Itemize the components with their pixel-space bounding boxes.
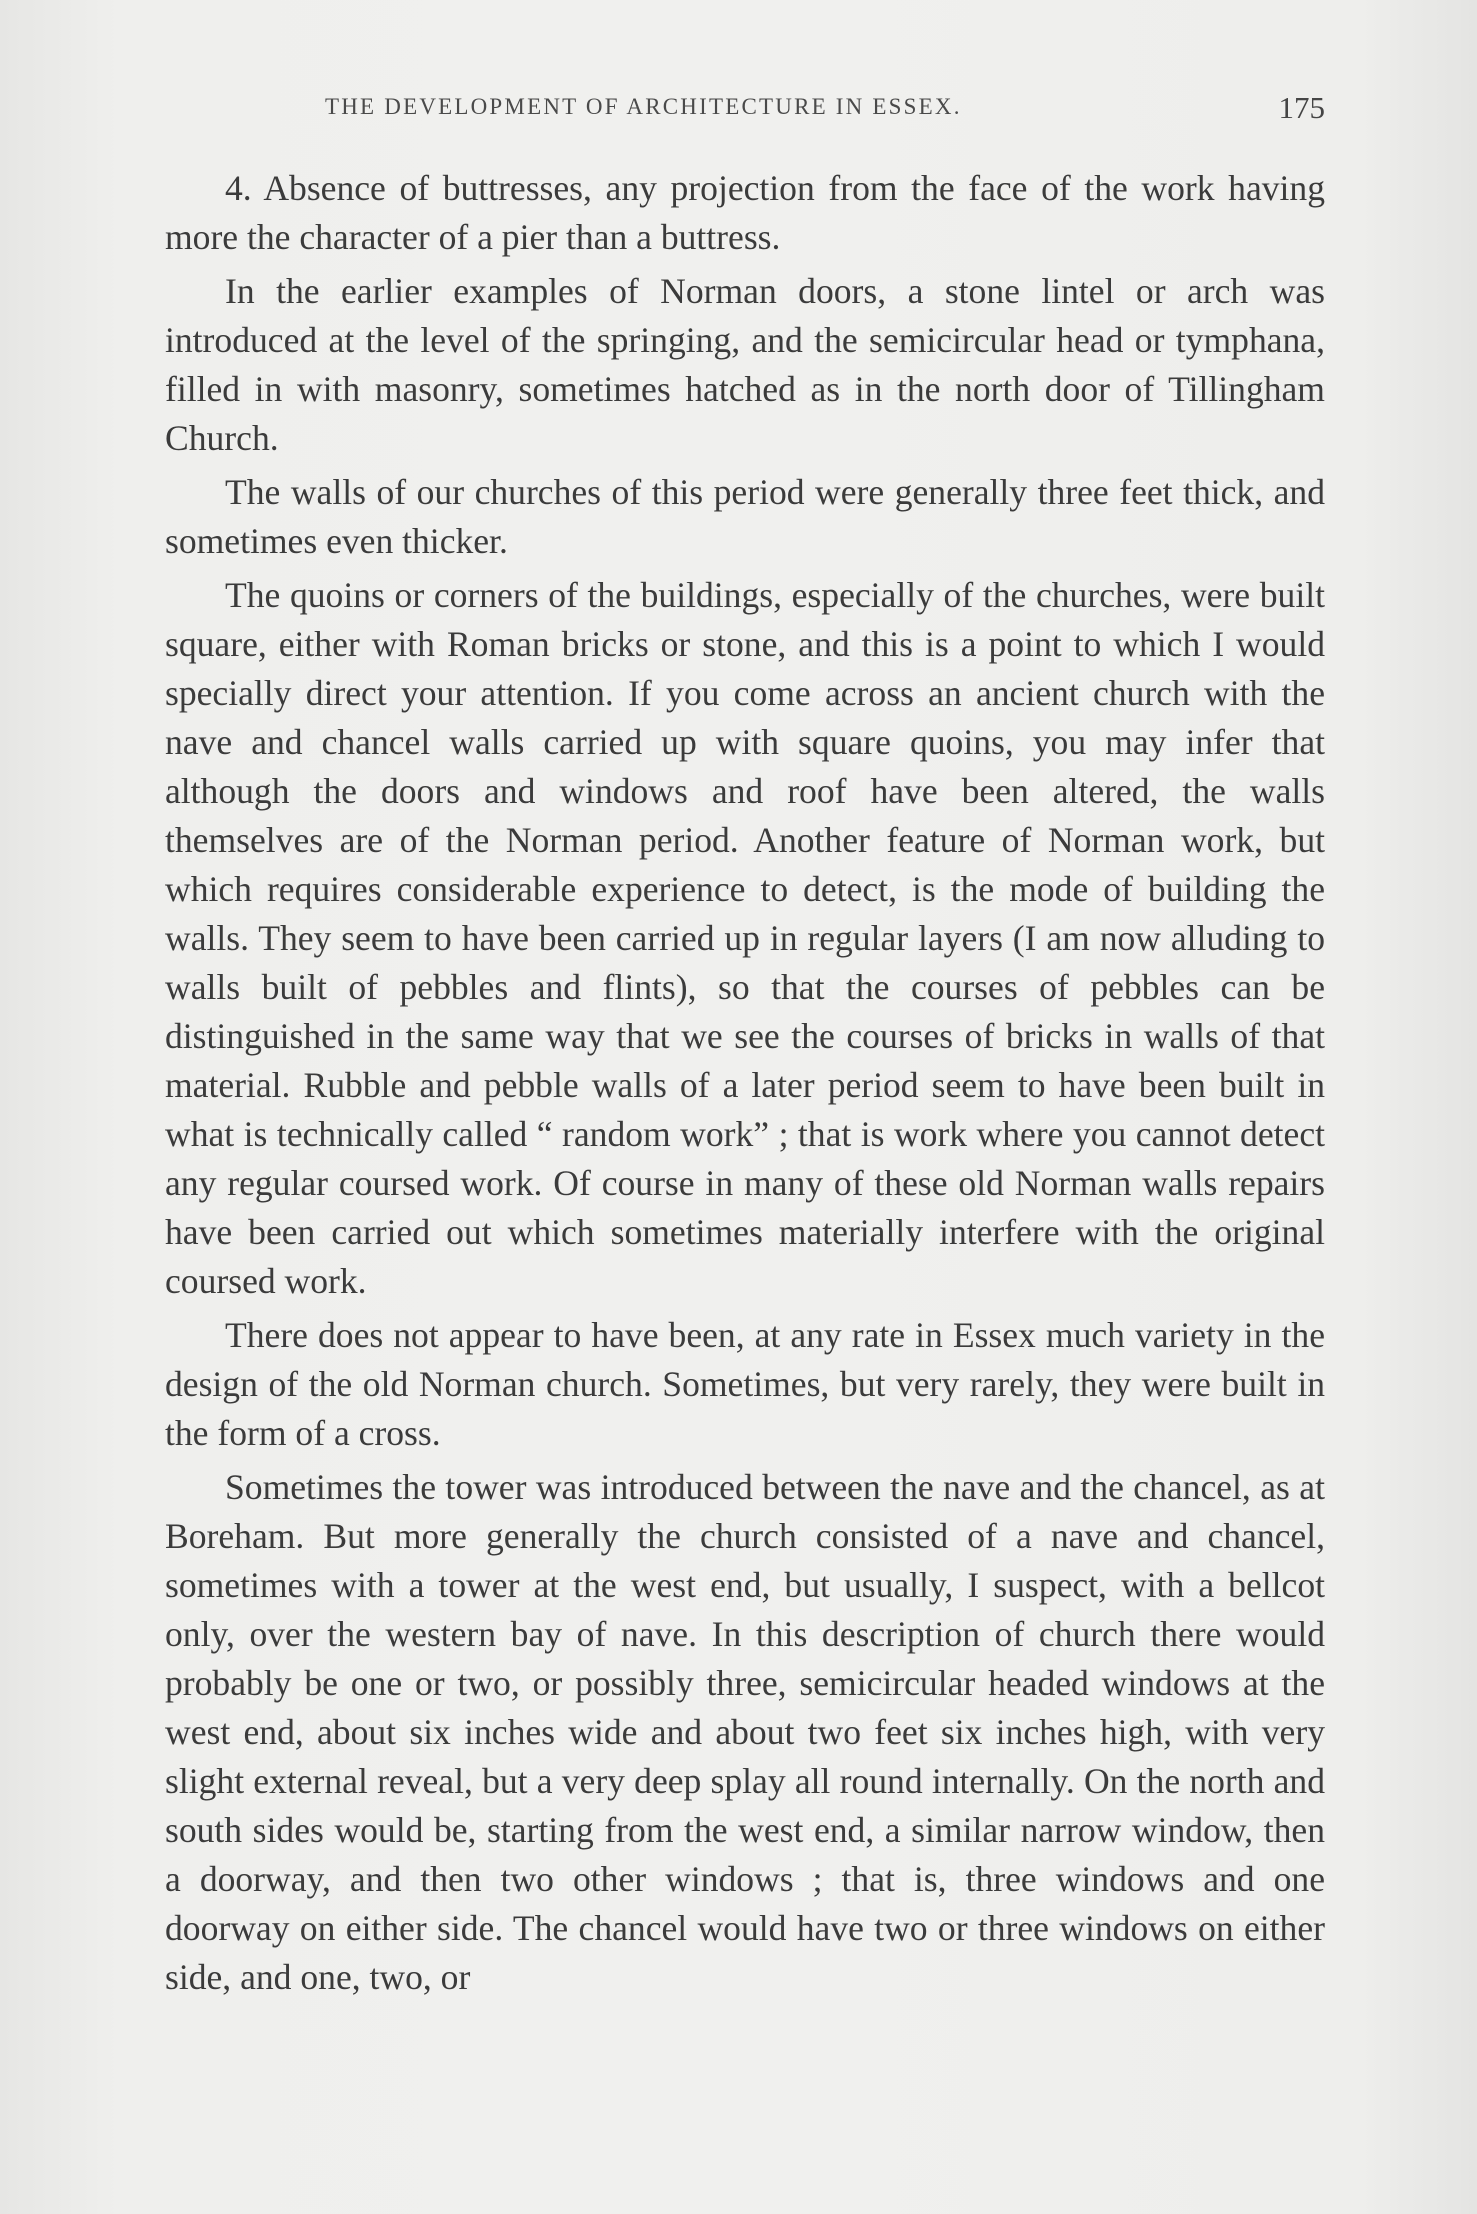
running-head: THE DEVELOPMENT OF ARCHITECTURE IN ESSEX. <box>325 94 962 119</box>
paragraph: The quoins or corners of the buildings, especially of the churches, were built square, either with Roman bricks or stone, and this is a point to which I would specially direct your attention. If you come across an ancient church with the nave and chancel walls carried up with square quoins, you may infer that although the doors and windows and roof have been altered, the walls themselves are of the Norman period. Another feature of Norman work, but which requires considerable experience to detect, is the mode of building the walls. They seem to have been carried up in regular layers (I am now alluding to walls built of pebbles and flints), so that the courses of pebbles can be distinguished in the same way that we see the courses of bricks in walls of that material. Rubble and pebble walls of a later period seem to have been built in what is technically called “ random work” ; that is work where you cannot detect any regular coursed work. Of course in many of these old Norman walls repairs have been carried out which sometimes materially interfere with the original coursed work. <box>165 575 1325 1301</box>
body-text <box>165 164 1325 2007</box>
page-number: 175 <box>1278 90 1325 125</box>
page-header <box>165 92 1325 132</box>
paragraph: The walls of our churches of this period were generally three feet thick, and sometimes even thicker. <box>165 472 1325 561</box>
paragraph: Sometimes the tower was introduced between the nave and the chancel, as at Boreham. But more generally the church consisted of a nave and chancel, sometimes with a tower at the west end, but usually, I suspect, with a bellcot only, over the western bay of nave. In this description of church there would probably be one or two, or possibly three, semicircular headed windows at the west end, about six inches wide and about two feet six inches high, with very slight external reveal, but a very deep splay all round internally. On the north and south sides would be, starting from the west end, a similar narrow window, then a doorway, and then two other windows ; that is, three windows and one doorway on either side. The chancel would have two or three windows on either side, and one, two, or <box>165 1467 1325 1997</box>
paragraph: There does not appear to have been, at any rate in Essex much variety in the design of the old Norman church. Sometimes, but very rarely, they were built in the form of a cross. <box>165 1315 1325 1453</box>
paragraph: In the earlier examples of Norman doors, a stone lintel or arch was introduced at the level of the springing, and the semicircular head or tymphana, filled in with masonry, sometimes hatched as in the north door of Tillingham Church. <box>165 271 1325 458</box>
paragraph: 4. Absence of buttresses, any projection from the face of the work having more the character of a pier than a buttress. <box>165 168 1325 257</box>
